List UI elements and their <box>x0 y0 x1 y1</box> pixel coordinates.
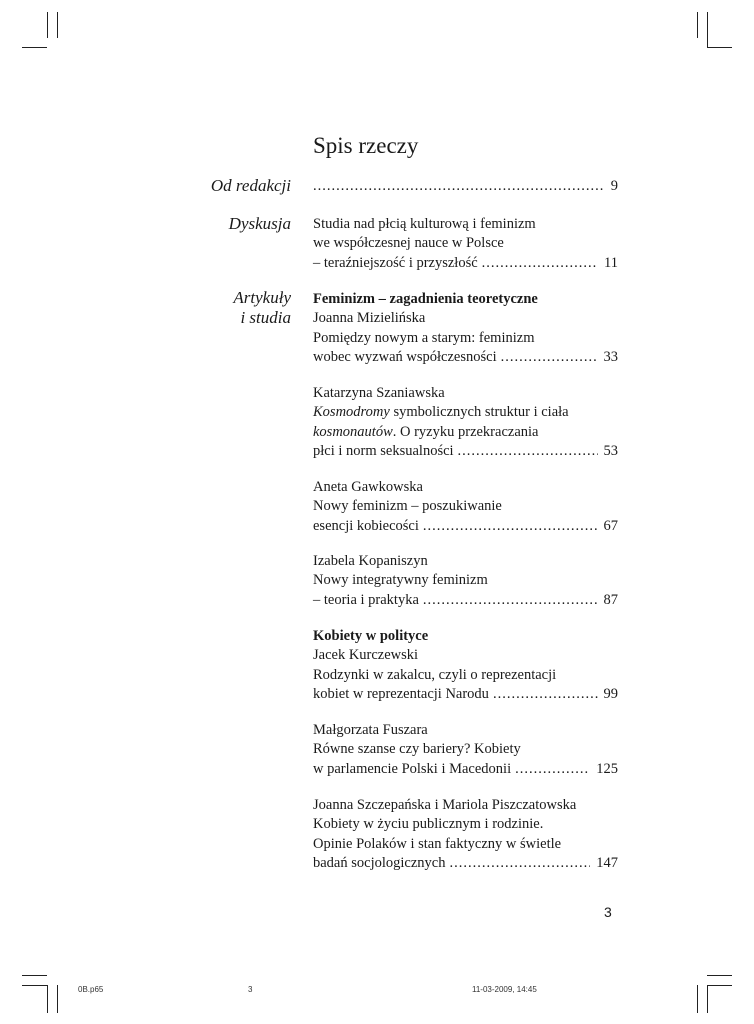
dot-leader <box>497 348 598 367</box>
entry-title-italic: kosmonautów <box>313 423 393 440</box>
toc-entry-gawkowska <box>313 478 618 536</box>
crop-mark <box>707 985 732 986</box>
group-heading: Kobiety w polityce <box>313 628 429 644</box>
entry-title-line: – teraźniejszość i przyszłość <box>313 254 478 271</box>
entry-author: Aneta Gawkowska <box>313 479 423 495</box>
toc-entry-fuszara <box>313 721 618 779</box>
entry-title-line: Rodzynki w zakalcu, czyli o reprezentacji <box>313 666 557 683</box>
entry-title-line: płci i norm seksualności <box>313 443 454 460</box>
dot-leader <box>313 177 605 196</box>
page-ref: 53 <box>603 443 618 460</box>
toc-group-kobiety-w-polityce <box>313 627 618 705</box>
section-label-artykuly: Artykuły <box>233 288 291 307</box>
toc-group-feminizm <box>313 290 618 368</box>
entry-title-line: Opinie Polaków i stan faktyczny w świetle <box>313 835 562 852</box>
page-number: 3 <box>604 904 612 920</box>
entry-author: Małgorzata Fuszara <box>313 722 428 738</box>
crop-mark <box>22 985 47 986</box>
dot-leader <box>419 517 598 536</box>
toc-entry-dyskusja <box>313 215 618 273</box>
entry-author: Joanna Mizielińska <box>313 310 426 327</box>
page-ref: 9 <box>610 178 618 194</box>
entry-author: Joanna Szczepańska i Mariola Piszczatowska <box>313 797 577 813</box>
crop-mark <box>57 12 58 38</box>
page-ref: 11 <box>604 254 618 271</box>
dot-leader <box>454 442 598 461</box>
entry-title-line: wobec wyzwań współczesności <box>313 349 497 366</box>
page-ref: 33 <box>603 349 618 366</box>
section-label-i-studia: i studia <box>240 308 291 327</box>
crop-mark <box>697 12 698 38</box>
dot-leader <box>419 591 598 610</box>
toc-entry-od-redakcji <box>313 177 618 196</box>
entry-author: Izabela Kopaniszyn <box>313 553 428 569</box>
entry-author: Katarzyna Szaniawska <box>313 385 445 401</box>
page-ref: 87 <box>603 591 618 608</box>
page-ref: 67 <box>603 517 618 534</box>
entry-title-line: Nowy integratywny feminizm <box>313 572 488 589</box>
crop-mark <box>707 985 708 1013</box>
crop-mark <box>47 12 48 38</box>
page-ref: 125 <box>596 760 618 777</box>
entry-title-line: we współczesnej nauce w Polsce <box>313 235 504 252</box>
entry-title-line: Studia nad płcią kulturową i feminizm <box>313 216 536 232</box>
crop-mark <box>707 12 708 48</box>
entry-title-line: Równe szanse czy bariery? Kobiety <box>313 741 521 758</box>
entry-title-line: badań socjologicznych <box>313 855 446 872</box>
entry-title-line: Nowy feminizm – poszukiwanie <box>313 498 502 515</box>
group-heading: Feminizm – zagadnienia teoretyczne <box>313 291 538 307</box>
entry-title-line: esencji kobiecości <box>313 517 419 534</box>
footer-file: 0B.p65 <box>78 985 104 994</box>
entry-title-line: – teoria i praktyka <box>313 591 419 608</box>
crop-mark <box>707 47 732 48</box>
footer-page: 3 <box>248 985 253 994</box>
toc-entry-szaniawska <box>313 384 618 462</box>
entry-title-line: . O ryzyku przekraczania <box>392 423 539 440</box>
crop-mark <box>22 47 47 48</box>
dot-leader <box>445 854 590 873</box>
entry-author: Jacek Kurczewski <box>313 647 419 664</box>
section-label-dyskusja: Dyskusja <box>228 214 291 233</box>
crop-mark <box>57 985 58 1013</box>
crop-mark <box>697 985 698 1013</box>
entry-title-line: symbolicznych struktur i ciała <box>389 404 569 421</box>
crop-mark <box>707 975 732 976</box>
footer-date: 11-03-2009, 14:45 <box>472 985 537 994</box>
page-ref: 147 <box>596 855 618 872</box>
crop-mark <box>22 975 47 976</box>
entry-title-line: w parlamencie Polski i Macedonii <box>313 760 512 777</box>
dot-leader <box>489 685 598 704</box>
entry-title-line: Kobiety w życiu publicznym i rodzinie. <box>313 816 544 833</box>
section-label-od-redakcji: Od redakcji <box>210 176 291 195</box>
dot-leader <box>478 254 598 273</box>
entry-title-line: Pomiędzy nowym a starym: feminizm <box>313 329 535 346</box>
toc-entry-szczepanska <box>313 796 618 874</box>
page-ref: 99 <box>603 686 618 703</box>
entry-title-line: kobiet w reprezentacji Narodu <box>313 686 489 703</box>
crop-mark <box>47 985 48 1013</box>
page-title: Spis rzeczy <box>313 133 419 158</box>
toc-entry-kopaniszyn <box>313 552 618 610</box>
entry-title-italic: Kosmodromy <box>313 404 390 421</box>
dot-leader <box>511 760 590 779</box>
